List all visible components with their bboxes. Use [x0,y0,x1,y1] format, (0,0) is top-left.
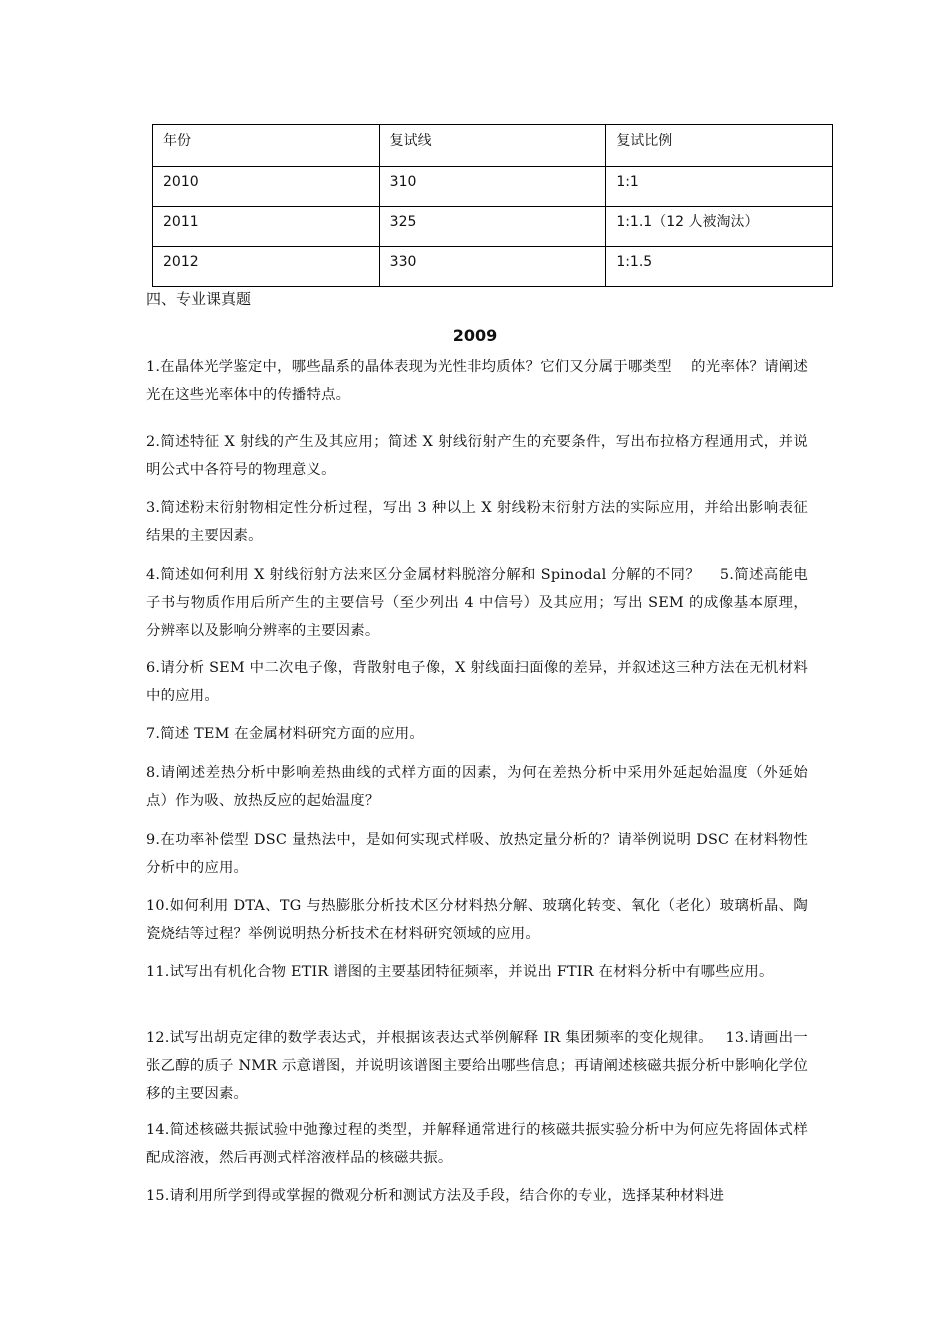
table-cell: 1:1.1（12 人被淘汰） [606,207,833,247]
table-cell: 330 [379,247,606,287]
question-paragraph: 6.请分析 SEM 中二次电子像，背散射电子像，X 射线面扫面像的差异，并叙述这三种方法在无机材料中的应用。 [146,660,808,704]
question-paragraph: 2.简述特征 X 射线的产生及其应用；简述 X 射线衍射产生的充要条件，写出布拉格方程通用式，并说明公式中各符号的物理意义。 [146,434,808,478]
question-paragraph: 12.试写出胡克定律的数学表达式，并根据该表达式举例解释 IR 集团频率的变化规律。 13.请画出一张乙醇的质子 NMR 示意谱图，并说明该谱图主要给出哪些信息；再请阐述核磁共振分析中影响化学位移的主要因素。 [146,1030,808,1102]
table-cell: 2011 [153,207,380,247]
year-heading: 2009 [452,326,498,345]
table-cell: 2010 [153,167,380,207]
table-cell: 2012 [153,247,380,287]
table-cell: 310 [379,167,606,207]
table-cell: 1:1.5 [606,247,833,287]
question-paragraph: 7.简述 TEM 在金属材料研究方面的应用。 [146,726,424,742]
table-header-row [153,125,833,167]
table-row [153,167,833,207]
question-paragraph: 3.简述粉末衍射物相定性分析过程，写出 3 种以上 X 射线粉末衍射方法的实际应用，并给出影响表征结果的主要因素。 [146,500,808,544]
question-paragraph: 1.在晶体光学鉴定中，哪些晶系的晶体表现为光性非均质体？它们又分属于哪类型 的光率体？请阐述光在这些光率体中的传播特点。 [146,359,808,403]
question-paragraph: 8.请阐述差热分析中影响差热曲线的式样方面的因素，为何在差热分析中采用外延起始温度（外延始点）作为吸、放热反应的起始温度？ [146,765,808,809]
table-row [153,247,833,287]
question-paragraph: 9.在功率补偿型 DSC 量热法中，是如何实现式样吸、放热定量分析的？请举例说明 DSC 在材料物性分析中的应用。 [146,832,808,876]
question-paragraph: 14.简述核磁共振试验中弛豫过程的类型，并解释通常进行的核磁共振实验分析中为何应先将固体式样配成溶液，然后再测式样溶液样品的核磁共振。 [146,1122,808,1166]
retest-score-table [152,124,833,287]
table-cell: 1:1 [606,167,833,207]
question-paragraph: 11.试写出有机化合物 ETIR 谱图的主要基团特征频率，并说出 FTIR 在材料分析中有哪些应用。 [146,964,774,980]
table-header-cell: 年份 [153,125,380,167]
table-header-cell: 复试线 [379,125,606,167]
table-row [153,207,833,247]
table-cell: 325 [379,207,606,247]
question-paragraph: 4.简述如何利用 X 射线衍射方法来区分金属材料脱溶分解和 Spinodal 分解的不同？ 5.简述高能电子书与物质作用后所产生的主要信号（至少列出 4 中信号）及其应用；写出 SEM 的成像基本原理，分辨率以及影响分辨率的主要因素。 [146,567,808,639]
question-paragraph: 15.请利用所学到得或掌握的微观分析和测试方法及手段，结合你的专业，选择某种材料进 [146,1188,724,1204]
question-paragraph: 10.如何利用 DTA、TG 与热膨胀分析技术区分材料热分解、玻璃化转变、氧化（老化）玻璃析晶、陶瓷烧结等过程？举例说明热分析技术在材料研究领域的应用。 [146,898,808,942]
section-heading: 四、专业课真题 [146,290,252,308]
table-header-cell: 复试比例 [606,125,833,167]
